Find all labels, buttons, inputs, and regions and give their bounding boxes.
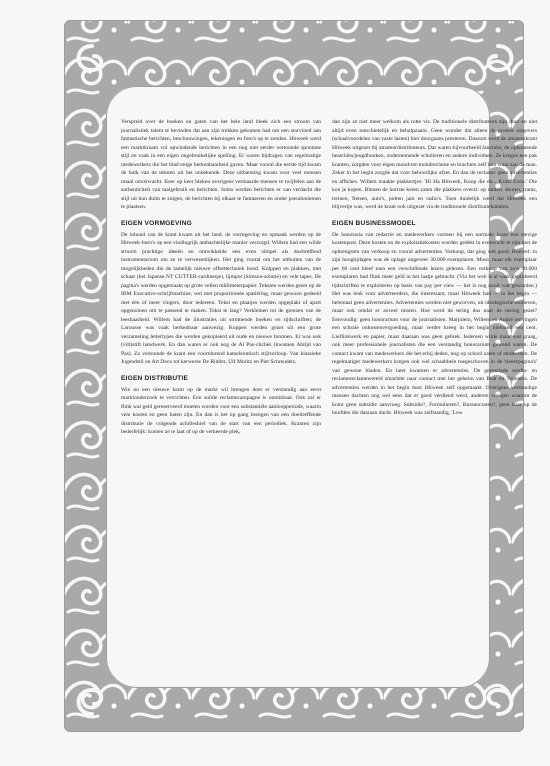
paragraph: dan zijn ze niet meer welkom als rotte vis. De traditionele distributeurs zijn duur en niet altijd even toeschietelijk en behulpzaam. Geen wonder dat alleen de grotere uitgevers (schaalvoordelen van vaste lasten) hier doorgaans presteren. Daarom werd de amateurkrant Hitweek uitgezet bij amateurdistributeurs. Dat waren bijvoorbeeld fanclubs, de opkomende beatclubs/jeugdhonken, ondernemende scholieren en andere individuen. Ze kregen een pak kranten, zorgden voor eigen mond-tot-mondreclame en brachten zelf hun waar aan de man. Zeker in het begin zorgde dat voor behoorlijke afzet. En dan de reclame: geen advertenties en affiches. Willem maakte plakkertjes: 'Hi Ha Hitweek, Koop die eh... Krant Even.' Die kon je kopen. Binnen de kortste keren zaten die plakkers overal: op ramen, deuren, trams, treinen, fietsen, auto's, potten jam en radio's. Toen duidelijk werd dat Hitweek een blijvertje was, werd de krant ook uitgezet via de traditionele distributiekanalen.: [332, 119, 537, 210]
paragraph: Verspreid over de boeken en gaten van het hele land bleek zich een stroom van journalistiek talent te bevinden dat aan zijn trekken gekomen had om een storvloed aan fantastische berichten, beschouwingen, tekeningen en foto's op te zenden. Hitweek werd een marktkraam vol opwindende berichten in een nog niet eerder vertoonde spontane stijl en vaak in een eigen ongebruikelijke spelling. Er waren bijdragen van regelmatige medewerkers die het blad enige herkenbaarheid gaven. Maar vooral die eerste tijd kwam de bulk van de teksten uit het onbekende. Deze uitbarsting kwam voor veel mensen totaal onverwacht. Keer op keer bleken overigens vermaarde mensen te twijfelen aan de authenticiteit van taalgebruik en berichten. Soms werden berichten er van verdacht die stijl uit hun duim te zuigen, de berichten bij elkaar te fantaseren en onder pseudoniemen te plaatsen.: [121, 119, 321, 210]
article-column-left: [121, 118, 321, 672]
section-heading: EIGEN VORMGEVING: [121, 219, 192, 227]
section-heading: EIGEN DISTRIBUTIE: [121, 374, 189, 382]
section-heading: EIGEN BUSINESSMODEL: [332, 219, 416, 227]
paragraph: De honoraria van redactie en medewerkers vormen bij een normale krant een stevige kostenpost. Deze kosten en de exploitatiekosten worden gedekt in evenwicht te zijn met de opbrengsten van verkoop en vooral advertenties. Verkoop, dat ging wel goed. Hoewel: in zijn hoogtijdagen was de oplage ongeveer 30.000 exemplaren. Mooi, maar elk exemplaar per 60 cent bleef toen een verschillende lezers gelezen. Een verkoop van zo'n 90.000 exemplaren had flink meer geld in het laatje gebracht. (Via het web is al vaak geprobeerd tijdschriften te exploiteren op basis van pay per view — het is nog nooit wat geworden.) Het was leuk voor adverteerders, die interessant, maar Hitweek had — in het begin — helemaal geen advertenties. Advertenties werden niet geworven, uit ideologische motieven, maar ook omdat er zoveel misten. Hoe werd de tering dus naar de nering gezet? Eenvoudig: geen honorarium voor de journalisten. Marjolein, Willem en André ontvingen een schrale onkostenvergoeding, maar verder kreeg in het begin niemand een cent. Lieflinkwerk en papier, maar daaraan was geen gebrek. Iedereen wilde maar wat graag, ook meer professionele journalisten die een verstandig honorarium gewend waren. De contact kwam van medewerkers die het erbij deden, nog op school zaten of studeerden. De regelmatiger medewerkers kregen ook wel schaabbele toegeschoven in de 'tienerpagina's' van gewone bladen. En later kwamen er advertenties. De gevestigde media- en reclamereclamewereld smachtte naar contact met het geheim van Beat en Twieners. De advertenties werden in het begin door Hitweek zelf opgemaakt. Overigens verstandige mensen dachten nog wel eens dat er goed verdiend werd, anderen vroegen waarom de krant geen subsidie aanvroeg. Subsidie?, Formulieren?, Bureaucraten?, geen haar op de hoofden die daaraan dacht. Hitweek was zelfstandig, 'Low: [332, 231, 537, 417]
paragraph: De inhoud van de krant kwam uit het land, de vormgeving en opmaak werden op de Hitweek-buro's op een vindingrijk ambachtelijke manier verzorgd. Willem had een wilde stroom prachtige ideeën en ontwikkelde een even simpel als doeltreffend instrumentarium om ze te verwezenlijken. Het ging vooral om het uitbuiten van de mogelijkheden die de tamelijk nieuwe offsettechniek bood. Knippen en plakken, met schaar (het Japanse NT CUTTER-cardmesje), lijmpot (Simson-solutie) en vele tapes. De pagina's werden opgemaakt op grote vellen millimeterpapier. Teksten werden gezet op de IBM Executive-schrijfmachine, wel met proportionele spatiëring, maar gewoon gedeeld met één of meer vingers, door iedereen. Tekst en plaatjes werden opgeplakt of apart opgenomen om te passend te maken. Tekst te lang? Verkleinen tot de grenzen van de leesbaarheid. Willem had de illustraties uit stromende boeken en tijdschriften; de Larousse was vaak herkenbaar aanwezig. Koppen werden gezet uit een grote verzameling lettertypes die werden gekopieerd uit oude en nieuwe bronnen. Er was ook (vilt)stift handwerk. En dan waren er ook nog de Al Pas-clichés (kwamen Abtijd van Pas). Zo vertoonde de krant een voortdurend kameleontisch stijlverloop. Van klassieke Jugendstil en Art Deco tot kerwerse De Ridder, Ulf Moritz en Piet Schreuders.: [121, 231, 321, 366]
article-column-right: [332, 118, 537, 672]
paragraph: Wie nu een nieuwe krant op de markt wil brengen doet er verstandig aan eerst marktonderzoek te verrichten. Een solide reclamecampagne is onmisbaar. Ook zal er flink wat geld gereserveerd moeten worden voor een substantiële aanloopperiode, waarin vele kosten en geen baten zijn. En dan is het op gang brengen van een doeltreffende distributie de volgende achilleshiel van de start van een periodiek. Kranten zijn bederfelijk: komen ze te laat of op de verkeerde plek,: [121, 386, 321, 436]
